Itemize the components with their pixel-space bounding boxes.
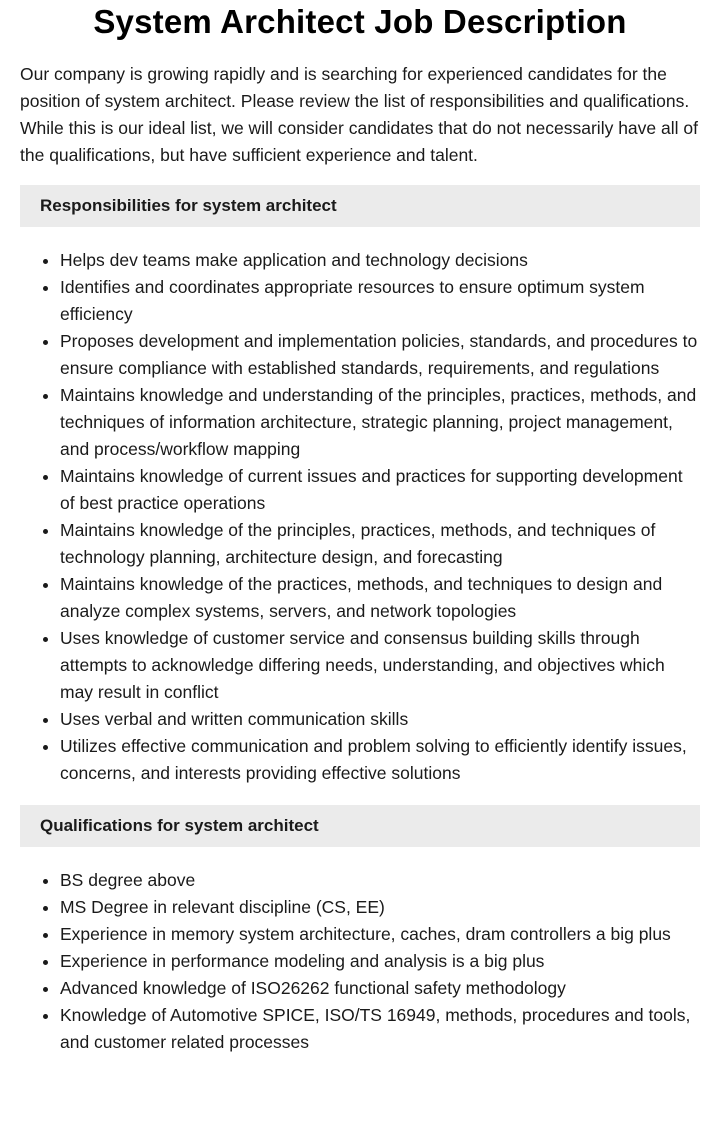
list-item: • Knowledge of Automotive SPICE, ISO/TS 16949, methods, procedures and tools, and customer related processes <box>60 1002 700 1056</box>
list-item: • Helps dev teams make application and technology decisions <box>60 247 700 274</box>
responsibilities-heading: Responsibilities for system architect <box>20 185 700 227</box>
list-item: • Maintains knowledge of current issues and practices for supporting development of best practice operations <box>60 463 700 517</box>
list-item: • Uses knowledge of customer service and consensus building skills through attempts to acknowledge differing needs, understanding, and objectives which may result in conflict <box>60 625 700 706</box>
list-item: • MS Degree in relevant discipline (CS, EE) <box>60 894 700 921</box>
list-item: • Experience in performance modeling and analysis is a big plus <box>60 948 700 975</box>
list-item: • Utilizes effective communication and problem solving to efficiently identify issues, concerns, and interests providing effective solutions <box>60 733 700 787</box>
page-title: System Architect Job Description <box>93 3 627 40</box>
qualifications-heading: Qualifications for system architect <box>20 805 700 847</box>
list-item: • BS degree above <box>60 867 700 894</box>
list-item: • Maintains knowledge and understanding of the principles, practices, methods, and techniques of information architecture, strategic planning, project management, and process/workflow mapping <box>60 382 700 463</box>
list-item: • Advanced knowledge of ISO26262 functional safety methodology <box>60 975 700 1002</box>
responsibilities-list <box>20 247 700 787</box>
list-item: • Maintains knowledge of the principles, practices, methods, and techniques of technology planning, architecture design, and forecasting <box>60 517 700 571</box>
list-item: • Uses verbal and written communication skills <box>60 706 700 733</box>
list-item: • Identifies and coordinates appropriate resources to ensure optimum system efficiency <box>60 274 700 328</box>
intro-paragraph: Our company is growing rapidly and is searching for experienced candidates for the position of system architect. Please review the list of responsibilities and qualifications. While this is our ideal list, we will consider candidates that do not necessarily have all of the qualifications, but have sufficient experience and talent. <box>20 64 698 165</box>
list-item: • Proposes development and implementation policies, standards, and procedures to ensure compliance with established standards, requirements, and regulations <box>60 328 700 382</box>
list-item: • Maintains knowledge of the practices, methods, and techniques to design and analyze complex systems, servers, and network topologies <box>60 571 700 625</box>
qualifications-list <box>20 867 700 1056</box>
list-item: • Experience in memory system architecture, caches, dram controllers a big plus <box>60 921 700 948</box>
